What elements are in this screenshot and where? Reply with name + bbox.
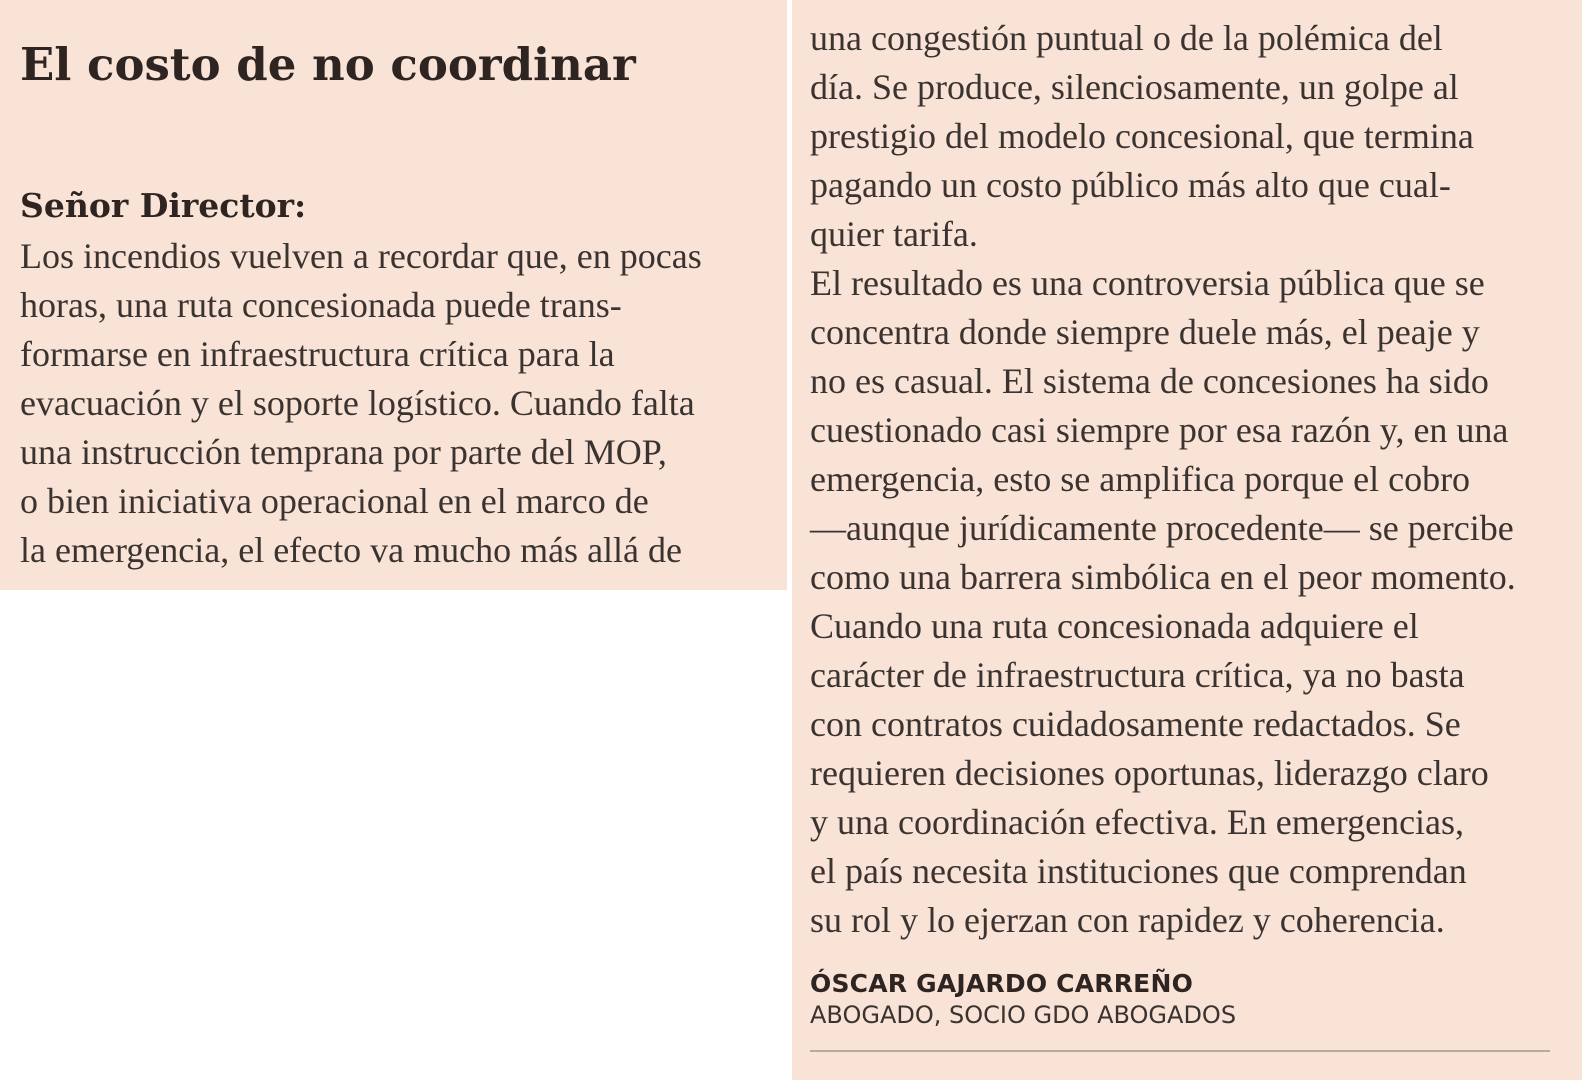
body-line: o bien iniciativa operacional en el marco de (20, 481, 649, 521)
letter-title: El costo de no coordinar (20, 38, 636, 91)
body-line: no es casual. El sistema de concesiones ha sido (810, 361, 1489, 401)
body-line: El resultado es una controversia pública que se (810, 263, 1485, 303)
author-role: ABOGADO, SOCIO GDO ABOGADOS (810, 1001, 1237, 1029)
body-line: Los incendios vuelven a recordar que, en pocas (20, 236, 702, 276)
body-line: emergencia, esto se amplifica porque el cobro (810, 459, 1471, 499)
body-line: requieren decisiones oportunas, liderazgo claro (810, 753, 1489, 793)
body-line: formarse en infraestructura crítica para la (20, 334, 615, 374)
letter-body-right (810, 14, 1516, 945)
body-line: —aunque jurídicamente procedente— se percibe (810, 508, 1514, 548)
divider (810, 1050, 1550, 1052)
body-line: el país necesita instituciones que comprendan (810, 851, 1467, 891)
body-line: con contratos cuidadosamente redactados. Se (810, 704, 1461, 744)
body-line: carácter de infraestructura crítica, ya no basta (810, 655, 1465, 695)
body-line: pagando un costo público más alto que cual- (810, 165, 1451, 205)
body-line: una instrucción temprana por parte del MOP, (20, 432, 667, 472)
author-name: ÓSCAR GAJARDO CARREÑO (810, 969, 1194, 998)
body-line: horas, una ruta concesionada puede trans- (20, 285, 622, 325)
body-line: quier tarifa. (810, 214, 978, 254)
body-line: una congestión puntual o de la polémica del (810, 18, 1443, 58)
body-line: Cuando una ruta concesionada adquiere el (810, 606, 1419, 646)
letter-body-left (20, 232, 702, 575)
body-line: evacuación y el soporte logístico. Cuando falta (20, 383, 695, 423)
body-line: como una barrera simbólica en el peor momento. (810, 557, 1516, 597)
body-line: día. Se produce, silenciosamente, un golpe al (810, 67, 1459, 107)
letter-salutation: Señor Director: (20, 186, 307, 225)
body-line: prestigio del modelo concesional, que termina (810, 116, 1474, 156)
body-line: y una coordinación efectiva. En emergencias, (810, 802, 1465, 842)
body-line: su rol y lo ejerzan con rapidez y coherencia. (810, 900, 1445, 940)
body-line: cuestionado casi siempre por esa razón y, en una (810, 410, 1509, 450)
body-line: concentra donde siempre duele más, el peaje y (810, 312, 1480, 352)
body-line: la emergencia, el efecto va mucho más allá de (20, 530, 683, 570)
